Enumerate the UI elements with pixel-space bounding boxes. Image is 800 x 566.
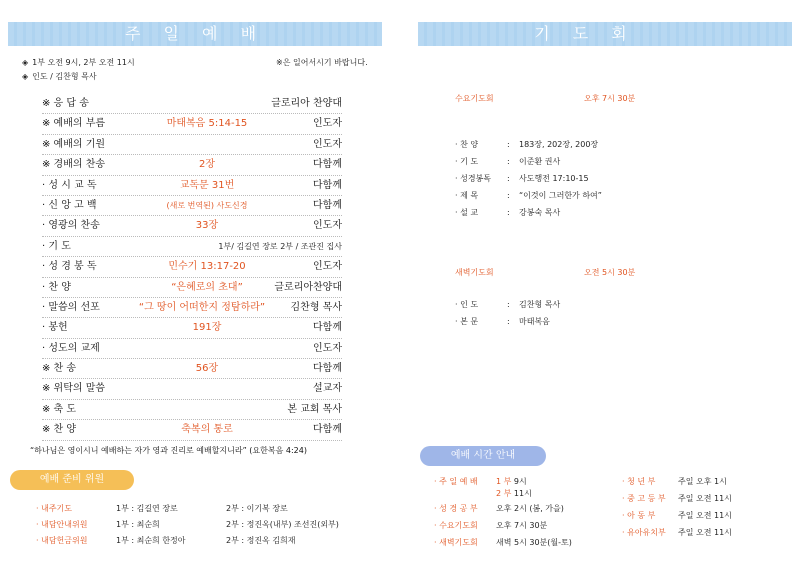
scripture-verse: “하나님은 영이시니 예배하는 자가 영과 진리로 예배할지니라” (요한복음 4:24) bbox=[30, 446, 307, 455]
order-detail: 56장 bbox=[195, 363, 219, 375]
order-detail: 민수기 13:17-20 bbox=[168, 261, 246, 273]
order-row bbox=[42, 257, 342, 277]
order-detail: 2장 bbox=[198, 159, 216, 171]
schedule-row bbox=[434, 476, 527, 487]
schedule-time: 9시 bbox=[511, 477, 527, 486]
dawn-prayer-time: 오전 5시 30분 bbox=[584, 268, 636, 277]
schedule-name: · 아 동 부 bbox=[622, 511, 656, 520]
schedule-name: · 유아유치부 bbox=[622, 528, 666, 537]
order-detail: 교독문 31번 bbox=[179, 179, 235, 191]
staff-row bbox=[36, 503, 288, 514]
order-row bbox=[42, 196, 342, 216]
schedule-time: 오후 2시 (봄, 가을) bbox=[496, 504, 564, 513]
dawn-value: 마태복음 bbox=[519, 317, 550, 326]
order-row bbox=[42, 339, 342, 359]
schedule-name: · 수요기도회 bbox=[434, 521, 478, 530]
order-row bbox=[42, 94, 342, 114]
schedule-row bbox=[434, 537, 572, 548]
dawn-row: · 인 도 : 김찬형 목사 bbox=[455, 300, 561, 309]
order-person: 인도자 bbox=[313, 261, 342, 273]
order-label: ※ 예배의 부름 bbox=[42, 118, 106, 130]
diamond-icon: ◈ bbox=[22, 58, 29, 67]
order-person: 글로리아 찬양대 bbox=[271, 98, 342, 109]
prayer-meeting-banner bbox=[418, 22, 792, 46]
order-person: 다함께 bbox=[313, 199, 342, 211]
order-person: 인도자 bbox=[313, 138, 342, 150]
wednesday-row: · 찬 양 : 183장, 202장, 200장 bbox=[455, 140, 599, 149]
staff-section-title: 예배 준비 위원 bbox=[10, 470, 134, 490]
prayer-meeting-title: 기 도 회 bbox=[534, 24, 636, 43]
staff-second-service: 2부 : 정진옥 김희재 bbox=[226, 536, 296, 545]
order-label: · 기 도 bbox=[42, 240, 71, 252]
schedule-section-title: 예배 시간 안내 bbox=[420, 446, 546, 466]
order-label: · 봉헌 bbox=[42, 322, 68, 334]
schedule-row bbox=[434, 520, 547, 531]
schedule-time: 11시 bbox=[511, 489, 532, 498]
order-row bbox=[42, 155, 342, 175]
dawn-value: 김찬형 목사 bbox=[519, 300, 561, 309]
order-person: 본 교회 목사 bbox=[287, 403, 342, 415]
schedule-time: 주일 오전 11시 bbox=[678, 511, 732, 520]
order-label: · 신 앙 고 백 bbox=[42, 199, 97, 211]
order-label: ※ 예배의 기원 bbox=[42, 138, 106, 150]
order-label: · 성 시 교 독 bbox=[42, 179, 97, 191]
service-times bbox=[22, 57, 135, 68]
order-row bbox=[42, 135, 342, 155]
schedule-part: 2 부 bbox=[496, 489, 512, 498]
wednesday-key: · 성경봉독 bbox=[455, 174, 491, 183]
wednesday-row: · 설 교 : 강봉숙 목사 bbox=[455, 208, 561, 217]
staff-first-service: 1부 : 최순희 한정아 bbox=[116, 536, 186, 545]
leader-line bbox=[22, 71, 97, 82]
wednesday-value: 이준환 권사 bbox=[519, 157, 561, 166]
order-detail: 마태복음 5:14-15 bbox=[166, 118, 248, 130]
order-label: · 말씀의 선포 bbox=[42, 301, 100, 313]
order-row bbox=[42, 359, 342, 379]
wednesday-value: “이것이 그러한가 하여” bbox=[519, 191, 602, 200]
order-label: ※ 찬 양 bbox=[42, 424, 77, 436]
wednesday-row: · 성경봉독 : 사도행전 17:10-15 bbox=[455, 174, 589, 183]
staff-role: · 내주기도 bbox=[36, 504, 72, 513]
schedule-time: 주일 오전 11시 bbox=[678, 494, 732, 503]
order-person: 다함께 bbox=[313, 424, 342, 436]
order-row bbox=[42, 237, 342, 257]
schedule-part: 1 부 bbox=[496, 477, 512, 486]
diamond-icon: ◈ bbox=[22, 72, 29, 81]
order-person: 다함께 bbox=[313, 363, 342, 375]
wednesday-value: 183장, 202장, 200장 bbox=[519, 140, 599, 149]
staff-role: · 내담안내위원 bbox=[36, 520, 88, 529]
wednesday-row: · 기 도 : 이준환 권사 bbox=[455, 157, 561, 166]
staff-row bbox=[36, 519, 339, 530]
schedule-name: · 성 경 공 부 bbox=[434, 504, 478, 513]
schedule-name: · 주 일 예 배 bbox=[434, 477, 478, 486]
staff-first-service: 1부 : 김길연 장로 bbox=[116, 504, 178, 513]
order-label: ※ 응 답 송 bbox=[42, 98, 89, 109]
wednesday-prayer-time: 오후 7시 30분 bbox=[584, 94, 636, 103]
order-person: 다함께 bbox=[313, 179, 342, 191]
schedule-name: · 새벽기도회 bbox=[434, 538, 478, 547]
wednesday-value: 강봉숙 목사 bbox=[519, 208, 561, 217]
wednesday-key: · 설 교 bbox=[455, 208, 479, 217]
schedule-row bbox=[622, 476, 727, 487]
wednesday-key: · 기 도 bbox=[455, 157, 479, 166]
order-person: 다함께 bbox=[313, 159, 342, 171]
order-label: ※ 찬 송 bbox=[42, 363, 77, 375]
order-detail: 축복의 통로 bbox=[181, 424, 233, 436]
order-row bbox=[42, 278, 342, 298]
schedule-row bbox=[622, 510, 732, 521]
order-label: · 찬 양 bbox=[42, 281, 71, 293]
service-times-text: 1부 오전 9시, 2부 오전 11시 bbox=[32, 58, 135, 67]
schedule-row bbox=[622, 527, 732, 538]
schedule-time: 새벽 5시 30분(월-토) bbox=[496, 538, 572, 547]
order-person: 다함께 bbox=[313, 322, 342, 334]
dawn-row: · 본 문 : 마태복음 bbox=[455, 317, 550, 326]
order-person: 설교자 bbox=[313, 383, 342, 395]
staff-row bbox=[36, 535, 296, 546]
schedule-name: · 청 년 부 bbox=[622, 477, 656, 486]
schedule-row bbox=[496, 488, 532, 499]
order-person: 글로리아찬양대 bbox=[274, 281, 342, 293]
dawn-key: · 인 도 bbox=[455, 300, 479, 309]
order-label: · 성도의 교제 bbox=[42, 342, 100, 354]
order-row bbox=[42, 216, 342, 236]
order-detail: 1부/ 김길연 장로 2부 / 조관진 집사 bbox=[218, 241, 342, 251]
order-row bbox=[42, 420, 342, 440]
order-of-worship bbox=[42, 94, 342, 441]
staff-second-service: 2부 : 정진옥(내부) 조선진(외부) bbox=[226, 520, 339, 529]
schedule-time: 주일 오전 11시 bbox=[678, 528, 732, 537]
order-row bbox=[42, 176, 342, 196]
sunday-worship-title: 주 일 예 배 bbox=[124, 24, 266, 43]
standing-notice: ※은 일어서시기 바랍니다. bbox=[276, 58, 368, 67]
schedule-time: 오후 7시 30분 bbox=[496, 521, 548, 530]
order-label: ※ 경배의 찬송 bbox=[42, 159, 106, 171]
schedule-name: · 중 고 등 부 bbox=[622, 494, 666, 503]
schedule-row bbox=[622, 493, 732, 504]
staff-second-service: 2부 : 이기복 장로 bbox=[226, 504, 288, 513]
staff-first-service: 1부 : 최순희 bbox=[116, 520, 160, 529]
order-person: 인도자 bbox=[313, 118, 342, 130]
schedule-time: 주일 오후 1시 bbox=[678, 477, 727, 486]
wednesday-prayer-title: 수요기도회 bbox=[455, 94, 494, 103]
sunday-worship-banner bbox=[8, 22, 382, 46]
order-detail: 33장 bbox=[195, 220, 219, 232]
order-detail: “그 땅이 어떠한지 정탐하라” bbox=[138, 301, 266, 313]
order-row bbox=[42, 379, 342, 399]
order-detail: “은혜로의 초대” bbox=[171, 281, 243, 293]
staff-role: · 내담헌금위원 bbox=[36, 536, 88, 545]
order-label: ※ 축 도 bbox=[42, 403, 77, 415]
wednesday-key: · 제 목 bbox=[455, 191, 479, 200]
leader-line-text: 인도 / 김찬형 목사 bbox=[32, 72, 97, 81]
dawn-key: · 본 문 bbox=[455, 317, 479, 326]
wednesday-value: 사도행전 17:10-15 bbox=[519, 174, 589, 183]
order-person: 인도자 bbox=[313, 342, 342, 354]
order-row bbox=[42, 318, 342, 338]
order-person: 인도자 bbox=[313, 220, 342, 232]
order-label: · 성 경 봉 독 bbox=[42, 261, 97, 273]
order-row bbox=[42, 400, 342, 420]
order-row bbox=[42, 298, 342, 318]
order-label: ※ 위탁의 말씀 bbox=[42, 383, 106, 395]
order-detail: 191장 bbox=[192, 322, 222, 334]
order-person: 김찬형 목사 bbox=[290, 301, 342, 313]
wednesday-key: · 찬 양 bbox=[455, 140, 479, 149]
order-detail: (새로 번역된) 사도신경 bbox=[166, 200, 248, 210]
wednesday-row: · 제 목 : “이것이 그러한가 하여” bbox=[455, 191, 602, 200]
schedule-row bbox=[434, 503, 564, 514]
order-label: · 영광의 찬송 bbox=[42, 220, 100, 232]
dawn-prayer-title: 새벽기도회 bbox=[455, 268, 494, 277]
order-row bbox=[42, 114, 342, 134]
